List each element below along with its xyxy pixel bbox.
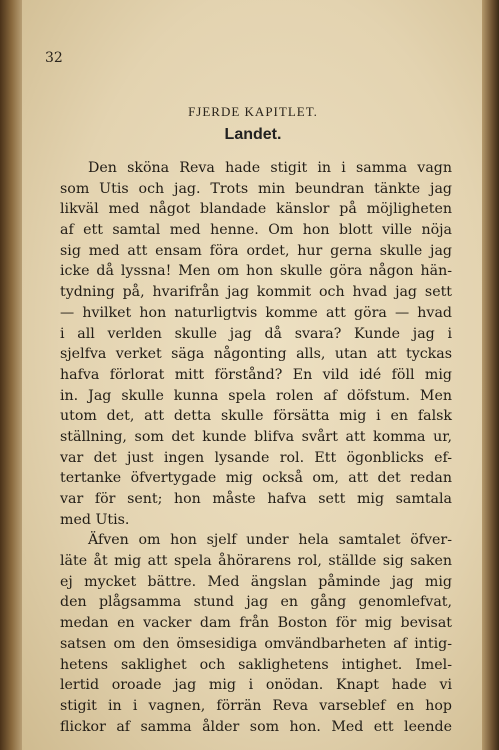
text-line: hafva förlorat mitt förstånd? En vild idé föll mig	[60, 366, 452, 383]
text-line: af ett samtal med henne. Om hon blott ville nöja	[60, 222, 452, 239]
chapter-title: Landet.	[224, 126, 282, 143]
text-line: ställning, som det kunde blifva svårt att komma ur,	[60, 428, 452, 445]
page-right-edge	[482, 0, 499, 750]
text-line: likväl med något blandade känslor på möjligheten	[60, 201, 452, 218]
text-line: var det just ingen lysande rol. Ett ögonblicks ef-	[60, 449, 452, 466]
text-line: med Utis.	[60, 511, 130, 528]
text-line: tydning på, hvarifrån jag kommit och hvad jag sett	[60, 284, 452, 301]
text-line: hetens saklighet och saklighetens intighet. Imel-	[60, 656, 452, 673]
text-line: läte åt mig att spela åhörarens rol, ställde sig saken	[60, 553, 452, 570]
text-line: satsen om den ömsesidiga omvändbarheten af intig-	[60, 635, 452, 652]
text-line: var för sent; hon måste hafva sett mig samtala	[60, 491, 452, 507]
text-line: sjelfva verket säga någonting alls, utan att tyckas	[60, 346, 452, 363]
text-line: lertid oroade jag mig i onödan. Knapt hade vi	[60, 677, 452, 694]
text-line: stigit in i vagnen, förrän Reva varseblef en hop	[60, 697, 452, 714]
text-line: i all verlden skulle jag då svara? Kunde jag i	[60, 325, 452, 342]
text-line: icke då lyssna! Men om hon skulle göra någon hän-	[60, 263, 452, 280]
page-number: 32	[45, 50, 63, 66]
text-line: den plågsamma stund jag en gång genomlefvat,	[60, 594, 452, 611]
text-line: — hvilket hon naturligtvis komme att göra — hvad	[60, 304, 452, 321]
text-line: ej mycket bättre. Med ängslan påminde jag mig	[60, 573, 452, 590]
text-line: som Utis och jag. Trots min beundran tänkte jag	[60, 180, 452, 197]
text-line: sig med att ensam föra ordet, hur gerna skulle jag	[60, 242, 452, 259]
text-line: utom det, att detta skulle försätta mig i en falsk	[60, 408, 452, 425]
text-line: tertanke öfvertygade mig också om, att det redan	[60, 470, 452, 487]
text-line: Den sköna Reva hade stigit in i samma vagn	[88, 160, 452, 176]
text-line: medan en vacker dam från Boston för mig bevisat	[60, 615, 452, 632]
body-text	[60, 158, 452, 737]
chapter-heading: FJERDE KAPITLET.	[188, 104, 318, 119]
text-line: Äfven om hon sjelf under hela samtalet öfver-	[88, 532, 452, 549]
text-line: in. Jag skulle kunna spela rolen af döfstum. Men	[60, 387, 452, 404]
text-line: flickor af samma ålder som hon. Med ett leende	[60, 718, 452, 735]
